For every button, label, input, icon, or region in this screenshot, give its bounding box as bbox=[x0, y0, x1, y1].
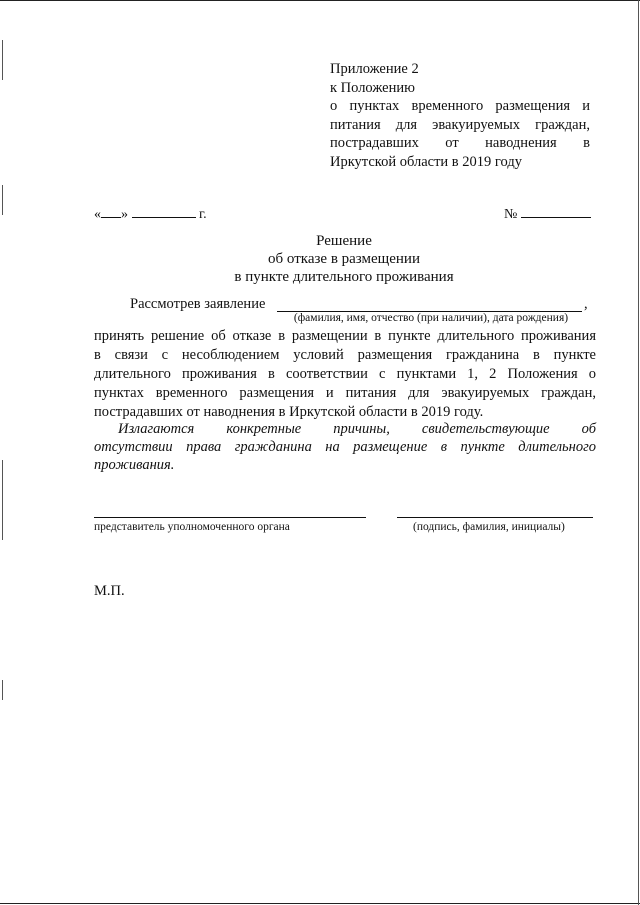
page-frame-top bbox=[0, 0, 640, 1]
scan-edge-mark bbox=[2, 460, 3, 540]
reason-instruction bbox=[94, 420, 596, 474]
day-blank bbox=[101, 205, 121, 218]
appendix-line: пострадавших от наводнения в bbox=[330, 135, 590, 151]
month-blank bbox=[132, 205, 196, 218]
number-label: № bbox=[504, 207, 518, 222]
appendix-line: Приложение 2 bbox=[330, 61, 419, 77]
scan-edge-mark bbox=[2, 185, 3, 215]
date-close-quote: » bbox=[121, 207, 128, 222]
applicant-hint: (фамилия, имя, отчество (при наличии), дата рождения) bbox=[293, 312, 569, 324]
decision-subtitle: в пункте длительного проживания bbox=[234, 269, 454, 285]
appendix-line: питания для эвакуируемых граждан, bbox=[330, 116, 590, 133]
decision-subtitle: об отказе в размещении bbox=[268, 251, 420, 267]
date-field bbox=[94, 205, 207, 223]
stamp-place-label: М.П. bbox=[94, 583, 125, 599]
scan-edge-mark bbox=[2, 680, 3, 700]
considered-comma: , bbox=[584, 296, 588, 312]
body-line: пострадавших от наводнения в Иркутской области в 2019 году. bbox=[94, 404, 484, 420]
signature-line bbox=[397, 517, 593, 518]
date-open-quote: « bbox=[94, 207, 101, 222]
appendix-block bbox=[330, 60, 590, 171]
italic-line: отсутствии права гражданина на размещение в пункте длительного bbox=[94, 439, 596, 455]
body-line: пунктах временного размещения и питания для эвакуируемых граждан, bbox=[94, 385, 596, 401]
body-line: принять решение об отказе в размещении в пункте длительного проживания bbox=[94, 328, 596, 344]
decision-body bbox=[94, 327, 596, 422]
appendix-line: о пунктах временного размещения и bbox=[330, 98, 590, 114]
scan-edge-mark bbox=[2, 40, 3, 80]
appendix-line: к Положению bbox=[330, 79, 415, 96]
signature-label: (подпись, фамилия, инициалы) bbox=[413, 521, 565, 533]
date-suffix: г. bbox=[199, 207, 207, 222]
italic-line: Излагаются конкретные причины, свидетельствующие об bbox=[118, 421, 596, 437]
considered-label: Рассмотрев заявление bbox=[130, 296, 266, 312]
appendix-line: Иркутской области в 2019 году bbox=[330, 153, 522, 170]
body-line: длительного проживания в соответствии с пунктами 1, 2 Положения о bbox=[94, 366, 596, 382]
number-blank bbox=[521, 205, 591, 218]
page-frame-bottom bbox=[0, 903, 640, 904]
page-frame-right bbox=[638, 0, 639, 905]
document-number-field bbox=[504, 205, 591, 223]
decision-title: Решение bbox=[316, 233, 372, 249]
italic-line: проживания. bbox=[94, 457, 175, 473]
representative-label: представитель уполномоченного органа bbox=[94, 521, 290, 533]
body-line: в связи с несоблюдением условий размещения гражданина в пункте bbox=[94, 347, 596, 363]
representative-line bbox=[94, 517, 366, 518]
